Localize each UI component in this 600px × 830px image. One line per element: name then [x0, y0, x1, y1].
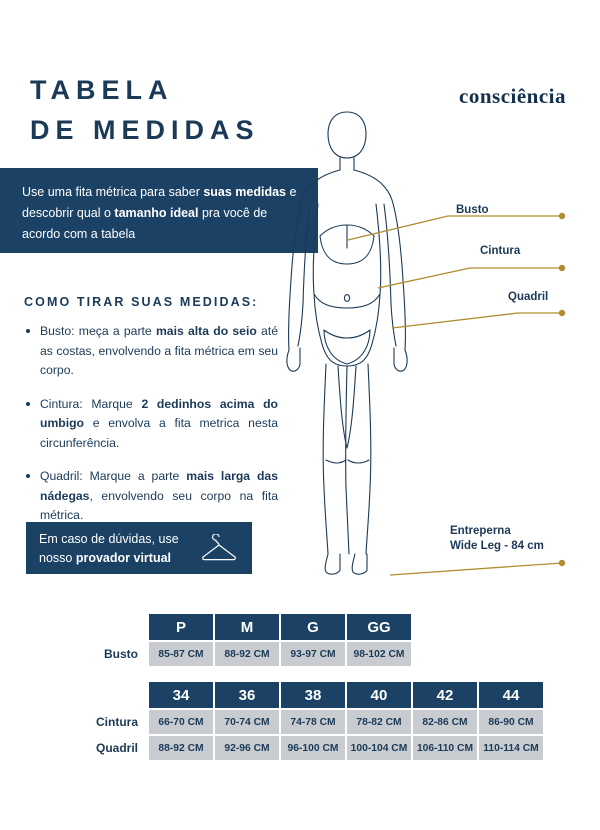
quadril-42: 106-110 CM [413, 736, 477, 760]
table-row-number-headers [80, 682, 543, 708]
intro-part2: e descobrir qual o [22, 185, 297, 220]
cintura-40: 78-82 CM [347, 710, 411, 734]
size-header-34: 34 [149, 682, 213, 708]
cintura-36: 70-74 CM [215, 710, 279, 734]
table-row-busto [80, 642, 543, 666]
row-label-cintura: Cintura [96, 715, 138, 729]
callout-cintura: Cintura [480, 245, 521, 257]
size-header-36: 36 [215, 682, 279, 708]
blank-cell [479, 614, 543, 640]
row-label-busto: Busto [104, 647, 138, 661]
cintura-44: 86-90 CM [479, 710, 543, 734]
table-row-quadril [80, 736, 543, 760]
spacer-cell [80, 668, 543, 680]
intro-part3: pra você de acordo com a tabela [22, 206, 268, 241]
size-header-42: 42 [413, 682, 477, 708]
quadril-38: 96-100 CM [281, 736, 345, 760]
size-table [78, 612, 545, 762]
blank-cell [479, 642, 543, 666]
busto-g: 93-97 CM [281, 642, 345, 666]
busto-gg: 98-102 CM [347, 642, 411, 666]
table-row-cintura [80, 710, 543, 734]
brand-logo: consciência [459, 84, 566, 108]
intro-bold1: suas medidas [203, 185, 287, 199]
row-label-quadril: Quadril [95, 741, 138, 755]
size-header-44: 44 [479, 682, 543, 708]
cintura-34: 66-70 CM [149, 710, 213, 734]
empty-corner [80, 614, 147, 640]
page-title-line1: TABELA [30, 75, 174, 105]
size-header-40: 40 [347, 682, 411, 708]
size-header-gg: GG [347, 614, 411, 640]
bullet-0-p1: Busto: meça a parte [40, 324, 156, 338]
size-header-p: P [149, 614, 213, 640]
blank-cell [413, 642, 477, 666]
size-header-g: G [281, 614, 345, 640]
virtual-p1: Em caso de dúvidas, use nosso [39, 532, 179, 565]
cintura-38: 74-78 CM [281, 710, 345, 734]
callout-entreperna-line1: Entreperna [450, 525, 511, 537]
blank-cell [413, 614, 477, 640]
bullet-2-p2: , envolvendo seu corpo na fita métrica. [40, 488, 278, 522]
quadril-36: 92-96 CM [215, 736, 279, 760]
quadril-44: 110-114 CM [479, 736, 543, 760]
quadril-40: 100-104 CM [347, 736, 411, 760]
bullet-1-b1: 2 dedinhos acima do umbigo [40, 396, 278, 430]
howto-heading: COMO TIRAR SUAS MEDIDAS: [24, 295, 259, 309]
bullet-0-p2: até as costas, envolvendo a fita métrica em seu corpo. [40, 324, 278, 377]
intro-part1: Use uma fita métrica para saber [22, 185, 204, 199]
bullet-1-p2: e envolva a fita metrica nesta circunferência. [40, 416, 278, 450]
bullet-1-p1: Cintura: Marque [40, 396, 142, 411]
busto-p: 85-87 CM [149, 642, 213, 666]
bullet-2-p1: Quadril: Marque a parte [40, 469, 187, 483]
intro-bold2: tamanho ideal [114, 206, 199, 220]
bullet-0-b1: mais alta do seio [155, 324, 257, 338]
callout-quadril: Quadril [508, 291, 549, 303]
busto-m: 88-92 CM [215, 642, 279, 666]
callout-busto: Busto [456, 204, 489, 216]
table-row-letter-headers [80, 614, 543, 640]
callout-entreperna-line2: Wide Leg - 84 cm [450, 540, 544, 552]
page-title-line2: DE MEDIDAS [30, 115, 260, 145]
virtual-b1: provador virtual [75, 551, 172, 565]
size-header-38: 38 [281, 682, 345, 708]
quadril-34: 88-92 CM [149, 736, 213, 760]
table-spacer [80, 668, 543, 680]
callout-entreperna [450, 524, 544, 554]
size-header-m: M [215, 614, 279, 640]
empty-corner-2 [80, 682, 147, 708]
cintura-42: 82-86 CM [413, 710, 477, 734]
bullet-2-b1: mais larga das nádegas [40, 469, 278, 503]
